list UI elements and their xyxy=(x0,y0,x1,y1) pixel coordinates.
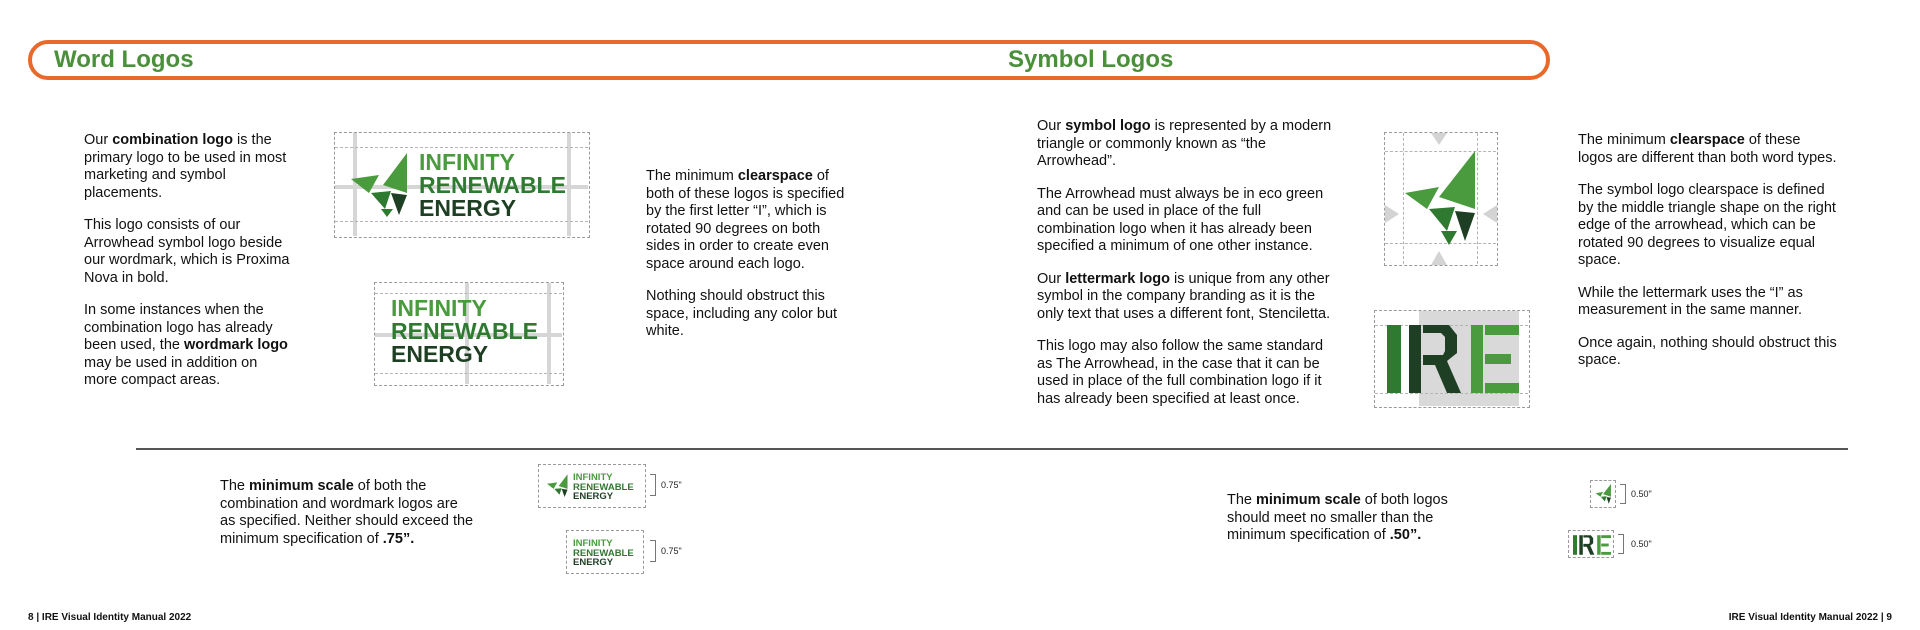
measure-bracket xyxy=(1618,534,1624,554)
wordmark-logo: INFINITY RENEWABLE ENERGY xyxy=(391,295,538,367)
lettermark-small xyxy=(1568,530,1614,558)
measure-label: 0.75" xyxy=(661,480,682,490)
combination-logo-small xyxy=(538,464,646,508)
word-clearspace-description: The minimum clearspace of both of these logos is specified by the first letter “I”, which is rotated 90 degrees on both sides in order to create even space around each logo. Nothing should obstruct this space, including any color but white. xyxy=(646,168,845,339)
measure-bracket xyxy=(650,540,656,562)
arrowhead-icon xyxy=(547,473,569,499)
header-banner xyxy=(28,40,1550,80)
symbol-clearspace-description: The minimum clearspace of these logos are different than both word types. The symbol logo clearspace is defined by the middle triangle shape on the right edge of the arrowhead, which can be rotated 90 degrees to visualize equal space. While the lettermark uses the “I” as measurement in the same manner. Once again, nothing should obstruct this space. xyxy=(1578,132,1837,368)
arrowhead-clearspace xyxy=(1384,132,1498,266)
arrowhead-icon xyxy=(1405,151,1477,247)
footer-left: 8 | IRE Visual Identity Manual 2022 xyxy=(28,612,192,623)
measure-label: 0.50" xyxy=(1631,539,1652,549)
arrowhead-icon xyxy=(351,153,411,217)
lettermark-clearspace xyxy=(1374,310,1530,408)
arrowhead-small xyxy=(1590,480,1616,508)
wordmark-logo-clearspace xyxy=(374,282,564,386)
section-divider xyxy=(136,448,1848,450)
lettermark-logo xyxy=(1573,535,1611,555)
combination-logo-description: Our combination logo is the primary logo to be used in most marketing and symbol placements. This logo consists of our Arrowhead symbol logo beside our wordmark, which is Proxima Nova in bold. In some instances when the combination logo has already been used, the wordmark logo may be used in addition on more compact areas. xyxy=(84,132,290,388)
measure-bracket xyxy=(650,474,656,496)
symbol-logo-description: Our symbol logo is represented by a modern triangle or commonly known as “the Arrowhead”. The Arrowhead must always be in eco green and can be used in place of the full combination logo when it has already been specified a minimum of one other instance. Our lettermark logo is unique from any other symbol in the company branding as it is the only text that uses a different font, Stenciletta. This logo may also follow the same standard as The Arrowhead, in the case that it can be used in place of the full combination logo if it has already been specified at least once. xyxy=(1037,118,1332,407)
arrowhead-icon xyxy=(1595,484,1612,505)
combination-logo-clearspace xyxy=(334,132,590,238)
symbol-logos-title: Symbol Logos xyxy=(1008,46,1174,73)
measure-bracket xyxy=(1620,484,1626,504)
wordmark-logo-small xyxy=(566,530,644,574)
wordmark-small: INFINITY RENEWABLE ENERGY xyxy=(573,538,634,568)
measure-label: 0.50" xyxy=(1631,489,1652,499)
footer-right: IRE Visual Identity Manual 2022 | 9 xyxy=(1728,612,1892,623)
symbol-min-scale-description: The minimum scale of both logos should meet no smaller than the minimum specification of .50”. xyxy=(1227,492,1448,543)
lettermark-logo xyxy=(1387,325,1519,393)
word-min-scale-description: The minimum scale of both the combination and wordmark logos are as specified. Neither should exceed the minimum specification of .75”. xyxy=(220,478,474,547)
combination-wordmark-small: INFINITY RENEWABLE ENERGY xyxy=(573,472,634,502)
word-logos-title: Word Logos xyxy=(54,46,194,73)
measure-label: 0.75" xyxy=(661,546,682,556)
combination-wordmark: INFINITY RENEWABLE ENERGY xyxy=(419,149,566,221)
